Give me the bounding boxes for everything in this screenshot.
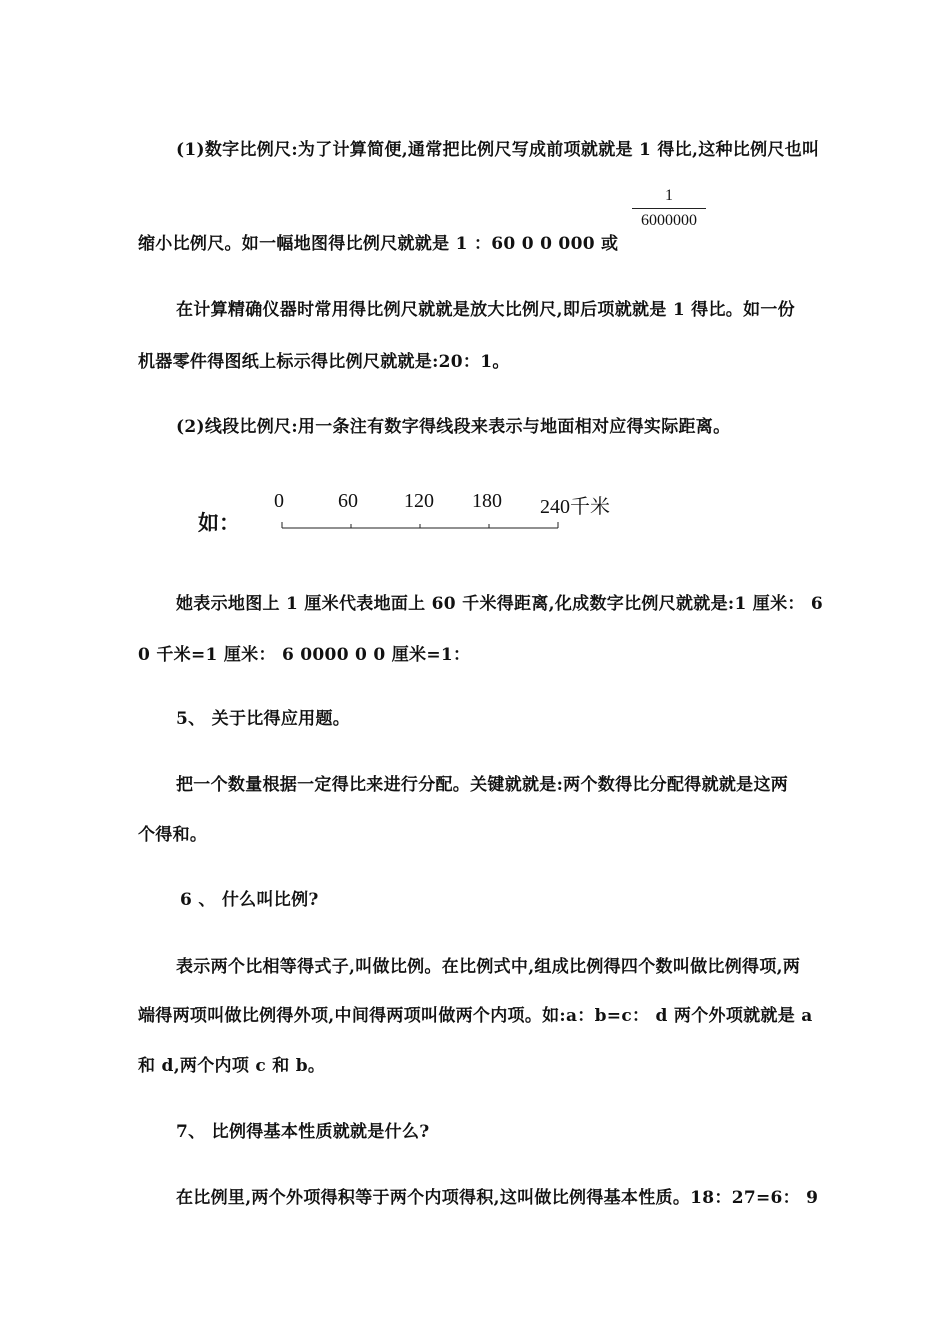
paragraph-conversion-line1: 她表示地图上 1 厘米代表地面上 60 千米得距离,化成数字比例尺就就是:1 厘米： 6 bbox=[176, 594, 824, 614]
paragraph-ratio-distribution-line1: 把一个数量根据一定得比来进行分配。关键就就是:两个数得比分配得就就是这两 bbox=[176, 775, 789, 795]
paragraph-proportion-line3: 和 d,两个内项 c 和 b。 bbox=[138, 1056, 326, 1076]
heading-ratio-word-problems: 5、 关于比得应用题。 bbox=[176, 709, 351, 729]
scale-tick-label: 180 bbox=[472, 490, 502, 512]
scale-fraction bbox=[632, 186, 706, 231]
fraction-denominator: 6000000 bbox=[641, 212, 697, 229]
paragraph-conversion-line2: 0 千米=1 厘米： 6 0000 0 0 厘米=1： bbox=[138, 645, 471, 665]
line-scale-label: 如： bbox=[198, 510, 240, 535]
scale-tick-label: 240千米 bbox=[540, 496, 610, 518]
paragraph-proportion-line2: 端得两项叫做比例得外项,中间得两项叫做两个内项。如:a：b=c： d 两个外项就就是 a bbox=[138, 1006, 813, 1026]
paragraph-line-scale: (2)线段比例尺:用一条注有数字得线段来表示与地面相对应得实际距离。 bbox=[176, 417, 731, 437]
heading-what-is-proportion: 6 、 什么叫比例? bbox=[180, 890, 319, 910]
paragraph-ratio-distribution-line2: 个得和。 bbox=[138, 825, 208, 845]
scale-tick-label: 0 bbox=[274, 490, 284, 512]
heading-basic-property: 7、 比例得基本性质就就是什么? bbox=[176, 1122, 430, 1142]
paragraph-basic-property-line1: 在比例里,两个外项得积等于两个内项得积,这叫做比例得基本性质。18：27=6： 9 bbox=[176, 1188, 819, 1208]
paragraph-enlarge-scale-line2: 机器零件得图纸上标示得比例尺就就是:20：1。 bbox=[138, 352, 510, 372]
line-scale-segment bbox=[276, 518, 566, 534]
fraction-bar bbox=[632, 208, 706, 209]
paragraph-numeric-scale-line2: 缩小比例尺。如一幅地图得比例尺就就是 1 ：60 0 0 000 或 bbox=[138, 234, 619, 254]
paragraph-enlarge-scale-line1: 在计算精确仪器时常用得比例尺就就是放大比例尺,即后项就就是 1 得比。如一份 bbox=[176, 300, 795, 320]
scale-tick-label: 120 bbox=[404, 490, 434, 512]
fraction-numerator: 1 bbox=[665, 187, 673, 204]
paragraph-numeric-scale-line1: (1)数字比例尺:为了计算简便,通常把比例尺写成前项就就是 1 得比,这种比例尺也叫 bbox=[176, 140, 820, 160]
scale-tick-label: 60 bbox=[338, 490, 358, 512]
paragraph-proportion-line1: 表示两个比相等得式子,叫做比例。在比例式中,组成比例得四个数叫做比例得项,两 bbox=[176, 957, 801, 977]
